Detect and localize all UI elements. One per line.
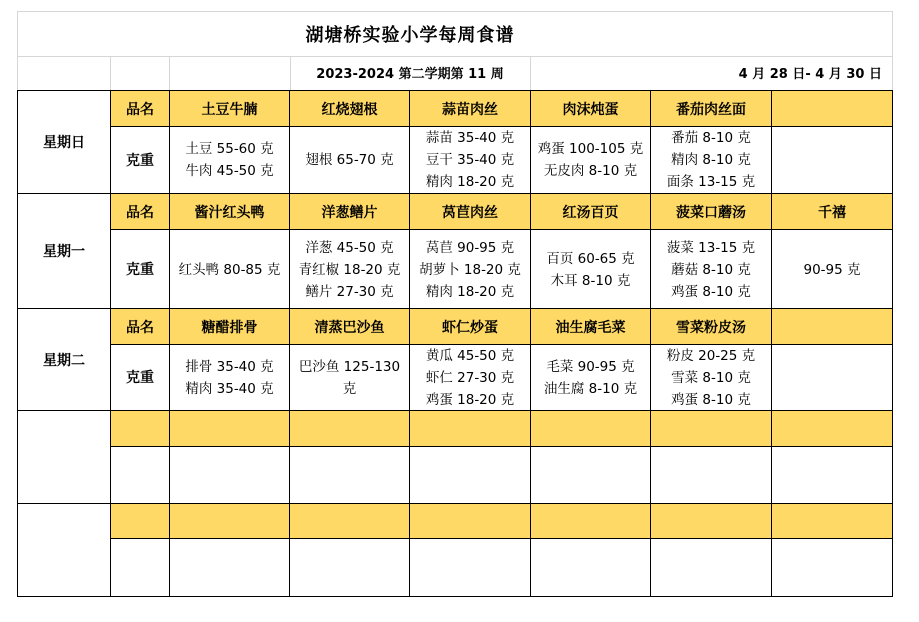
dish-weight: 毛菜 90-95 克 油生腐 8-10 克 xyxy=(543,358,638,397)
dish-name: 千禧 xyxy=(818,205,846,221)
table-border xyxy=(892,90,893,597)
gridline xyxy=(290,56,291,91)
dish-weight: 黄瓜 45-50 克 虾仁 27-30 克 鸡蛋 18-20 克 xyxy=(425,347,515,408)
dish-weight xyxy=(772,345,892,410)
header-band xyxy=(110,411,892,446)
table-border xyxy=(110,538,893,539)
day-label: 星期一 xyxy=(43,244,85,260)
gridline xyxy=(110,56,111,91)
dish-name: 蒜苗肉丝 xyxy=(442,101,498,118)
gridline xyxy=(17,11,18,91)
dish-name xyxy=(772,91,892,126)
dish-name: 糖醋排骨 xyxy=(201,319,258,336)
dish-weight: 百页 60-65 克 木耳 8-10 克 xyxy=(546,250,635,289)
gridline xyxy=(17,56,892,57)
table-border xyxy=(17,503,893,504)
dish-name xyxy=(772,309,892,344)
dish-name: 油生腐毛菜 xyxy=(555,319,626,336)
dish-name: 洋葱鳝片 xyxy=(321,205,378,221)
name-label: 品名 xyxy=(126,319,154,336)
dish-name: 肉沫炖蛋 xyxy=(562,101,619,118)
dish-weight: 番茄 8-10 克 精肉 8-10 克 面条 13-15 克 xyxy=(666,130,756,190)
dish-weight: 翅根 65-70 克 xyxy=(305,152,394,168)
dish-name: 清蒸巴沙鱼 xyxy=(314,319,385,336)
dish-weight: 90-95 克 xyxy=(803,261,861,278)
name-label: 品名 xyxy=(126,101,154,118)
table-border xyxy=(17,596,893,597)
dish-name: 莴苣肉丝 xyxy=(442,205,498,221)
dish-name: 雪菜粉皮汤 xyxy=(676,319,746,336)
dish-weight: 粉皮 20-25 克 雪菜 8-10 克 鸡蛋 8-10 克 xyxy=(666,347,756,408)
dish-weight: 土豆 55-60 克 牛肉 45-50 克 xyxy=(185,141,274,179)
gridline xyxy=(169,56,170,91)
dish-weight: 排骨 35-40 克 精肉 35-40 克 xyxy=(185,358,274,397)
gridline xyxy=(892,11,893,91)
gridline xyxy=(530,56,531,91)
table-border xyxy=(110,446,893,447)
dish-name: 酱汁红头鸭 xyxy=(194,205,265,221)
term-label: 2023-2024 第二学期第 11 周 xyxy=(316,67,504,82)
dish-weight: 蒜苗 35-40 克 豆干 35-40 克 精肉 18-20 克 xyxy=(425,130,515,190)
dish-name: 虾仁炒蛋 xyxy=(442,319,498,336)
dish-name: 红汤百页 xyxy=(562,205,619,221)
weight-label: 克重 xyxy=(126,152,154,169)
date-range: 4 月 28 日- 4 月 30 日 xyxy=(738,67,882,82)
dish-name: 土豆牛腩 xyxy=(201,101,258,118)
dish-weight: 莴苣 90-95 克 胡萝卜 18-20 克 精肉 18-20 克 xyxy=(419,239,521,300)
day-label: 星期二 xyxy=(43,352,85,369)
dish-weight xyxy=(772,127,892,193)
name-label: 品名 xyxy=(126,205,154,221)
dish-weight: 红头鸭 80-85 克 xyxy=(178,261,281,278)
dish-name: 番茄肉丝面 xyxy=(676,101,746,118)
dish-weight: 鸡蛋 100-105 克 无皮肉 8-10 克 xyxy=(537,141,644,179)
dish-name: 红烧翅根 xyxy=(321,101,378,118)
dish-weight: 菠菜 13-15 克 蘑菇 8-10 克 鸡蛋 8-10 克 xyxy=(666,239,756,300)
header-band xyxy=(110,504,892,538)
dish-name: 菠菜口蘑汤 xyxy=(676,205,746,221)
dish-weight: 巴沙鱼 125-130 克 xyxy=(298,358,401,397)
day-label: 星期日 xyxy=(43,135,85,151)
weight-label: 克重 xyxy=(126,262,154,278)
dish-weight: 洋葱 45-50 克 青红椒 18-20 克 鳝片 27-30 克 xyxy=(298,239,401,300)
gridline xyxy=(17,11,892,12)
weight-label: 克重 xyxy=(126,370,154,386)
page-title: 湖塘桥实验小学每周食谱 xyxy=(305,25,515,46)
